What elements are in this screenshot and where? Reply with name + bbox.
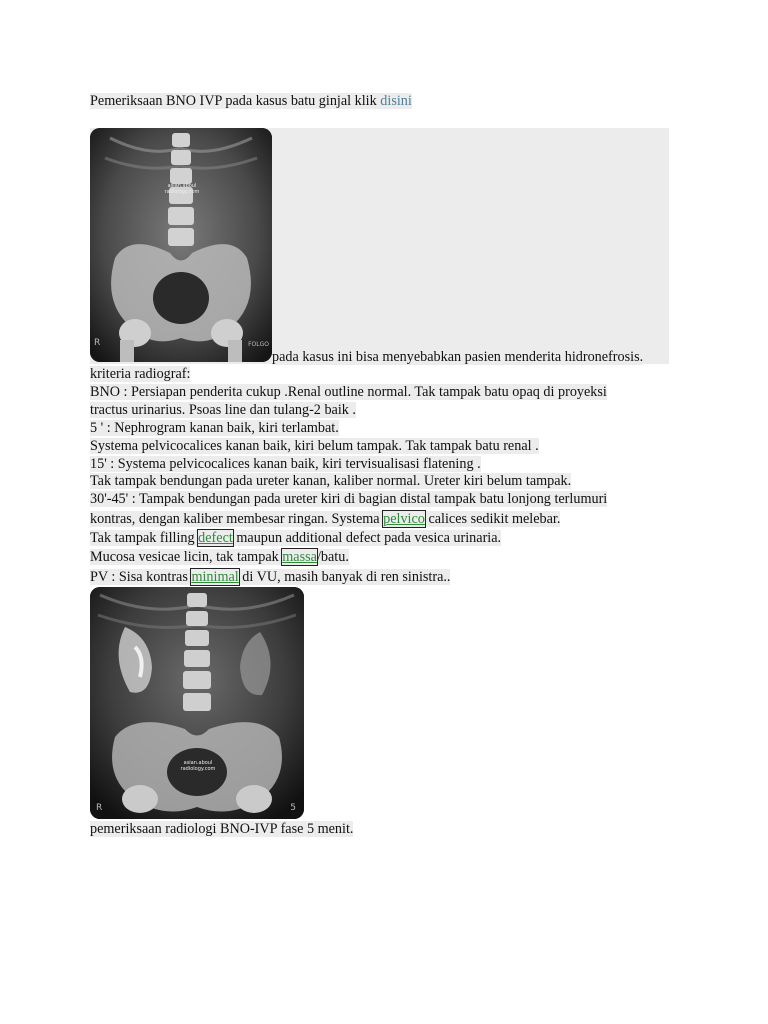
criteria-heading: kriteria radiograf: <box>90 366 191 382</box>
xray-ivp-graphic <box>90 587 304 819</box>
filling-text-end: maupun additional defect pada vesica urinaria. <box>232 530 502 546</box>
caption1-text: pada kasus ini bisa menyebabkan pasien menderita hidronefrosis. <box>272 349 644 365</box>
image2-watermark-line1: asian.aboul <box>183 760 213 766</box>
image1-watermark <box>164 183 200 195</box>
mucosa-text: Mucosa vesicae licin, tak tampak <box>90 549 283 565</box>
pelvico-link[interactable]: pelvico <box>383 511 425 527</box>
intro-text: Pemeriksaan BNO IVP pada kasus batu ginjal klik <box>90 93 381 109</box>
body-line-3 <box>90 401 356 419</box>
filling-text: Tak tampak filling <box>90 530 199 546</box>
image1-marker-left: R <box>94 338 101 348</box>
bno-text: BNO : Persiapan penderita cukup .Renal outline normal. Tak tampak batu opaq di proyeksi <box>90 384 607 400</box>
xray-image-bno <box>90 128 272 362</box>
xray-image-ivp-5min <box>90 587 304 819</box>
phase30-text-end: calices sedikit melebar. <box>424 511 561 527</box>
bno-text-cont: tractus urinarius. Psoas line dan tulang-2 baik . <box>90 402 356 418</box>
image2-watermark <box>180 760 216 772</box>
phase15-text-cont: Tak tampak bendungan pada ureter kanan, kaliber normal. Ureter kiri belum tampak. <box>90 473 572 489</box>
mucosa-text-end: /batu. <box>316 549 349 565</box>
image2-watermark-line2: radiology.com <box>180 766 216 772</box>
intro-line <box>90 92 412 110</box>
body-line-5 <box>90 437 539 455</box>
minimal-link[interactable]: minimal <box>191 569 239 585</box>
body-line-12 <box>90 568 450 586</box>
body-line-6 <box>90 455 481 473</box>
phase5-text: 5 ' : Nephrogram kanan baik, kiri terlambat. <box>90 420 339 436</box>
defect-link[interactable]: defect <box>198 530 233 546</box>
pv-text: PV : Sisa kontras <box>90 569 192 585</box>
caption2-line <box>90 820 353 838</box>
massa-link[interactable]: massa <box>282 549 317 565</box>
body-line-11 <box>90 548 349 566</box>
body-line-2 <box>90 383 607 401</box>
body-line-7 <box>90 472 571 490</box>
phase30-text: 30'-45' : Tampak bendungan pada ureter kiri di bagian distal tampak batu lonjong terlumuri <box>90 491 608 507</box>
phase15-text: 15' : Systema pelvicocalices kanan baik, kiri tervisualisasi flatening . <box>90 456 481 472</box>
image1-marker-right: FOLGO <box>248 341 269 348</box>
phase5-text-cont: Systema pelvicocalices kanan baik, kiri belum tampak. Tak tampak batu renal . <box>90 438 539 454</box>
pv-text-end: di VU, masih banyak di ren sinistra.. <box>238 569 451 585</box>
xray-bno-graphic <box>90 128 272 362</box>
body-line-8 <box>90 490 607 508</box>
image2-marker-right: 5 <box>290 803 296 813</box>
caption1-line <box>272 348 643 366</box>
body-line-4 <box>90 419 339 437</box>
body-line-1 <box>90 365 190 383</box>
body-line-10 <box>90 529 501 547</box>
disini-link[interactable]: disini <box>380 93 412 109</box>
image2-marker-left: R <box>96 803 103 813</box>
image1-watermark-line2: radiology.com <box>164 189 200 195</box>
caption2-text: pemeriksaan radiologi BNO-IVP fase 5 menit. <box>90 821 354 837</box>
image1-watermark-line1: asian.aboul <box>167 183 197 189</box>
phase30-text-cont: kontras, dengan kaliber membesar ringan. Systema <box>90 511 384 527</box>
body-line-9 <box>90 510 560 528</box>
